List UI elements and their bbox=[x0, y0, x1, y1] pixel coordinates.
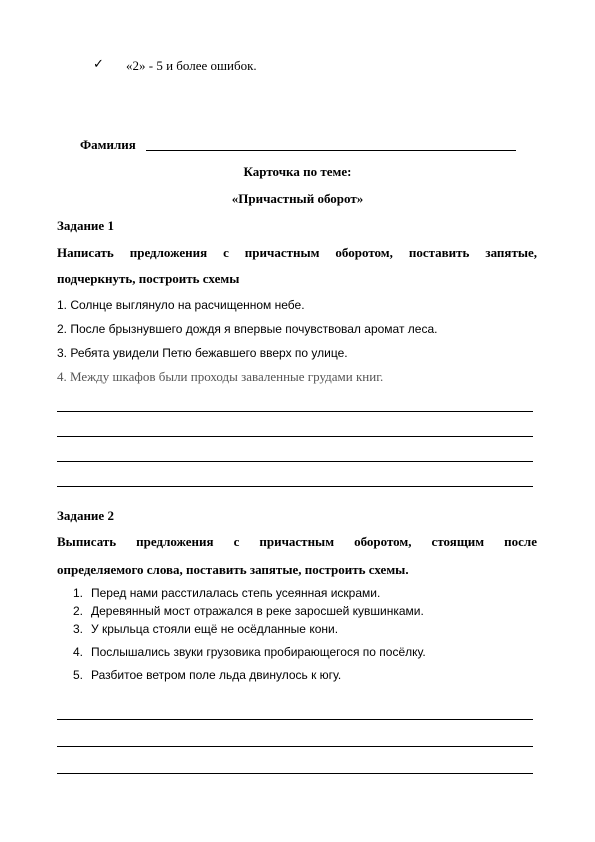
list-item: Разбитое ветром поле льда двинулось к югу. bbox=[91, 668, 342, 682]
card-title: Карточка по теме: bbox=[243, 164, 352, 179]
answer-line[interactable] bbox=[57, 746, 533, 747]
surname-line[interactable] bbox=[146, 150, 516, 151]
answer-line[interactable] bbox=[57, 411, 533, 412]
list-item: Послышались звуки грузовика пробирающегося по посёлку. bbox=[91, 645, 426, 659]
task2-instruction-line1: Выписать предложения с причастным оборотом, стоящим после bbox=[57, 534, 537, 549]
task1-heading: Задание 1 bbox=[57, 218, 114, 233]
task2-instruction-line2: определяемого слова, поставить запятые, построить схемы. bbox=[57, 562, 409, 577]
list-item: Перед нами расстилалась степь усеянная искрами. bbox=[91, 586, 381, 600]
list-item-number: 5. bbox=[73, 668, 84, 682]
task1-instruction-line1: Написать предложения с причастным оборотом, поставить запятые, bbox=[57, 245, 537, 260]
list-item-number: 3. bbox=[73, 622, 84, 636]
surname-label: Фамилия bbox=[80, 137, 136, 152]
task1-sentence: 2. После брызнувшего дождя я впервые почувствовал аромат леса. bbox=[57, 322, 438, 336]
answer-line[interactable] bbox=[57, 486, 533, 487]
checkmark-icon: ✓ bbox=[93, 56, 104, 71]
task2-heading: Задание 2 bbox=[57, 508, 114, 523]
answer-line[interactable] bbox=[57, 461, 533, 462]
list-item: У крыльца стояли ещё не осёдланные кони. bbox=[91, 622, 339, 636]
list-item-number: 1. bbox=[73, 586, 84, 600]
task1-sentence: 3. Ребята увидели Петю бежавшего вверх по улице. bbox=[57, 346, 348, 360]
answer-line[interactable] bbox=[57, 436, 533, 437]
list-item-number: 4. bbox=[73, 645, 84, 659]
answer-line[interactable] bbox=[57, 719, 533, 720]
list-item-number: 2. bbox=[73, 604, 84, 618]
list-item: Деревянный мост отражался в реке заросшей кувшинками. bbox=[91, 604, 424, 618]
task1-instruction-line2: подчеркнуть, построить схемы bbox=[57, 271, 240, 286]
answer-line[interactable] bbox=[57, 773, 533, 774]
grade-criterion: «2» - 5 и более ошибок. bbox=[126, 58, 257, 73]
card-topic: «Причастный оборот» bbox=[231, 191, 364, 206]
task1-sentence: 4. Между шкафов были проходы заваленные грудами книг. bbox=[57, 369, 384, 384]
task1-sentence: 1. Солнце выглянуло на расчищенном небе. bbox=[57, 298, 305, 312]
